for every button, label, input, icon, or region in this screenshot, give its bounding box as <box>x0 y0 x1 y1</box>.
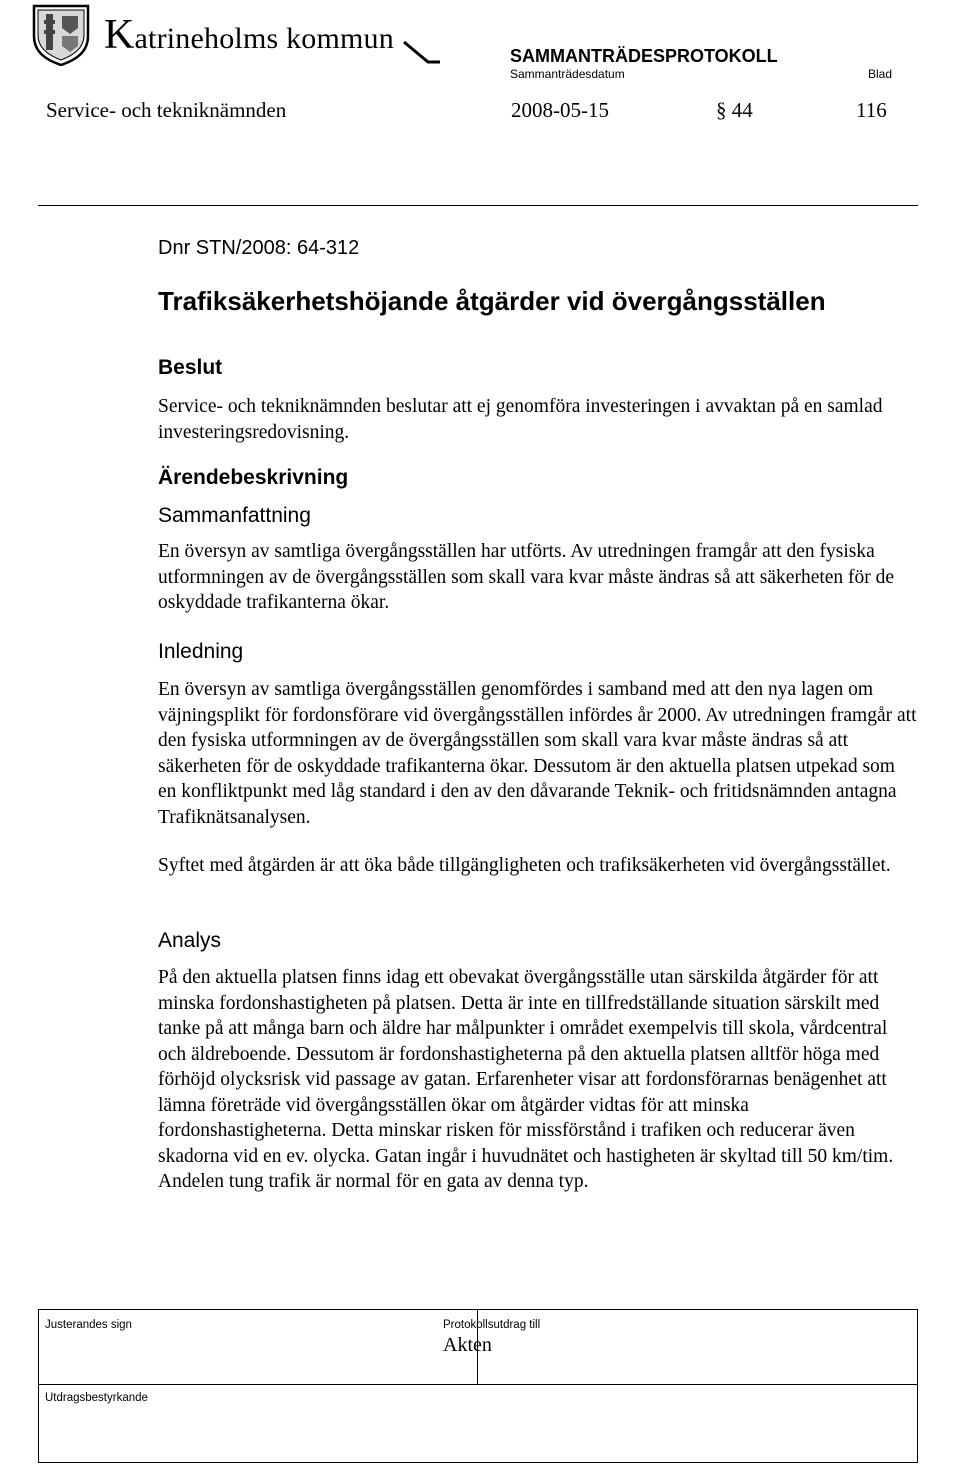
municipality-name-text: Katrineholms kommun <box>104 12 394 58</box>
utdragsbestyrkande-label: Utdragsbestyrkande <box>45 1392 148 1404</box>
justerandes-sign-label: Justerandes sign <box>45 1319 132 1331</box>
page-number: 116 <box>856 98 887 122</box>
protokollsutdrag-label: Protokollsutdrag till <box>443 1319 541 1331</box>
protocol-title: SAMMANTRÄDESPROTOKOLL <box>510 46 778 66</box>
beslut-heading: Beslut <box>158 356 223 379</box>
footer-box <box>38 1309 918 1463</box>
municipal-crest-icon <box>32 2 90 66</box>
logo-slash-icon <box>402 40 442 64</box>
case-number: Dnr STN/2008: 64-312 <box>158 237 360 259</box>
recipient: Akten <box>443 1334 492 1356</box>
inledning-heading: Inledning <box>158 640 244 663</box>
header-divider <box>38 205 918 206</box>
inledning-text-1: En översyn av samtliga övergångsställen genomfördes i samband med att den nya lagen om väjningsplikt för fordonsförare vid övergångsställen infördes år 2000. Av utredningen framgår att den fysiska utformningen av de övergångsställen som skall vara kvar måste ändras så att säkerheten för de oskyddade trafikanterna ökar. Dessutom är den aktuella platsen utpekad som en konfliktpunkt med låg standard i den av den dåvarande Teknik- och fritidsnämnden antagna Trafiknätsanalysen. <box>158 679 917 828</box>
meeting-date: 2008-05-15 <box>511 98 609 122</box>
analys-text: På den aktuella platsen finns idag ett obevakat övergångsställe utan särskilda åtgärder för att minska fordonshastigheten på platsen. Detta är inte en tillfredställande situation särskilt med tanke på att många barn och äldre har målpunkter i området exempelvis till skola, vårdcentral och äldreboende. Dessutom är fordonshastigheterna på den aktuella platsen alltför höga med förhöjd olycksrisk vid passage av gatan. Erfarenheter visar att fordonsförarnas benägenhet att lämna företräde vid övergångsställen ökar om åtgärder vidtas för att minska fordonshastigheterna. Detta minskar risken för missförstånd i trafiken och reducerar även skadorna vid en ev. olycka. Gatan ingår i huvudnätet och hastigheten är skyltad till 50 km/tim. Andelen tung trafik är normal för en gata av denna typ. <box>158 967 894 1192</box>
paragraph-number: § 44 <box>716 98 753 122</box>
inledning-text-2: Syftet med åtgärden är att öka både tillgängligheten och trafiksäkerheten vid övergångsstället. <box>158 855 891 876</box>
municipality-name <box>104 12 394 58</box>
page-label: Blad <box>868 67 893 81</box>
beslut-text: Service- och tekniknämnden beslutar att ej genomföra investeringen i avvaktan på en samlad investeringsredovisning. <box>158 396 883 443</box>
sammanfattning-heading: Sammanfattning <box>158 504 311 527</box>
arende-heading: Ärendebeskrivning <box>158 466 349 489</box>
analys-heading: Analys <box>158 929 222 952</box>
sammanfattning-text: En översyn av samtliga övergångsställen har utförts. Av utredningen framgår att den fysiska utformningen av de övergångsställen som skall vara kvar måste ändras så att säkerheten för de oskyddade trafikanterna ökar. <box>158 541 895 613</box>
committee-name: Service- och tekniknämnden <box>46 98 287 122</box>
meeting-date-label: Sammanträdesdatum <box>510 67 625 81</box>
footer-horizontal-divider <box>39 1384 917 1385</box>
case-title: Trafiksäkerhetshöjande åtgärder vid övergångsställen <box>158 286 826 316</box>
